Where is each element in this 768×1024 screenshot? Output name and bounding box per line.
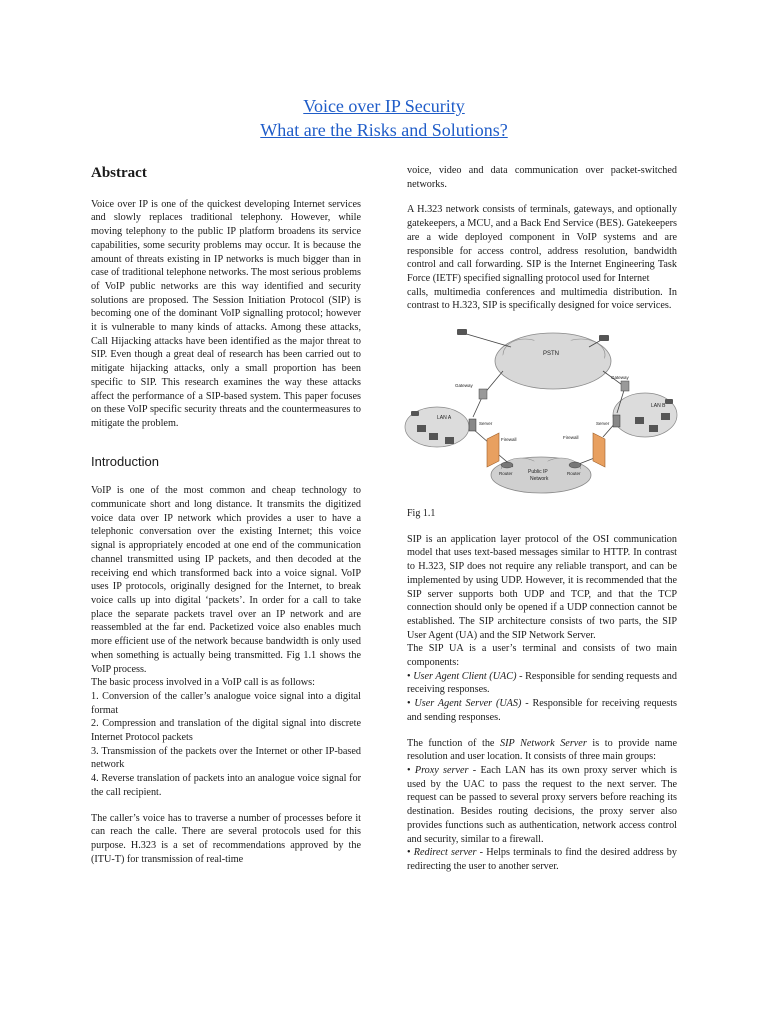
title-line-2: What are the Risks and Solutions? <box>260 120 508 140</box>
h323-paragraph-cont: calls, multimedia conferences and multimedia distribution. In contrast to H.323, SIP is specifically designed for voice services. <box>407 286 677 312</box>
abstract-text: Voice over IP is one of the quickest developing Internet services and slowly replaces traditional telephony. However, while moving telephony to the public IP platform broadens its service capabilities, some security problems may occur. It is because the amount of threats existing in IP networks is much bigger than in case of traditional telephone networks. The most serious problems of VoIP public networks are this way identified and security solutions are proposed. The Session Initiation Protocol (SIP) is becoming one of the dominant VoIP signalling protocol; however it is vulnerable to many kinds of attacks. Among these attacks, Call Hijacking attacks have been identified as the major threat to SIP. Even though a great deal of research has been carried out to mitigate hijacking attacks, only a small proportion has been specific to SIP. This research examines the way these attacks affect the performance of a SIP-based system. This paper focuses on these VoIP specific security threats and the countermeasures to mitigate the problem. <box>91 198 361 429</box>
redirect-server-item: • Redirect server - Helps terminals to find the desired address by redirecting the user to another server. <box>407 847 677 872</box>
network-server-term: SIP Network Server <box>500 737 587 749</box>
ua-paragraph: The SIP UA is a user’s terminal and consists of two main components: <box>407 643 677 669</box>
gateway-right-icon <box>621 381 629 391</box>
router-right-label: Router <box>567 471 581 477</box>
sip-paragraph: SIP is an application layer protocol of the OSI communication model that uses text-based messages similar to HTTP. In contrast to H.323, SIP does not require any reliable transport, and can be implemented by using UDP. However, it is recommended that the SIP server supports both UDP and TCP, and that the TCP connection should only be opened if a UDP connection cannot be established. The SIP architecture consists of two parts, the SIP User Agent (UA) and the SIP Network Server. <box>407 533 677 641</box>
step-1: 1. Conversion of the caller’s analogue voice signal into a digital format <box>91 690 361 716</box>
uas-term: User Agent Server (UAS) <box>414 698 522 710</box>
network-server-paragraph <box>407 737 677 764</box>
router-left-icon <box>501 462 513 468</box>
abstract-heading: Abstract <box>91 165 147 181</box>
server-right-label: Server <box>596 421 610 427</box>
title-line-1: Voice over IP Security <box>303 96 465 116</box>
gateway-right-label: Gateway <box>611 375 629 381</box>
server-left-label: Server <box>479 421 493 427</box>
proxy-server-term: Proxy server <box>414 764 469 776</box>
public-ip-label-2: Network <box>530 476 549 483</box>
introduction-heading: Introduction <box>91 453 159 469</box>
step-3: 3. Transmission of the packets over the Internet or other IP-based network <box>91 745 361 771</box>
router-right-icon <box>569 462 581 468</box>
redirect-server-description: - Helps terminals to find the desired address by redirecting the user to another server. <box>407 847 677 872</box>
intro-paragraph-2: The caller’s voice has to traverse a number of processes before it can reach the calle. There are several protocols used for this purpose. H.323 is a set of recommendations approved by the (ITU-T) for transmission of real-time <box>91 812 361 865</box>
uas-item: • User Agent Server (UAS) - Responsible for receiving requests and sending responses. <box>407 698 677 723</box>
lan-a-label: LAN A <box>437 415 452 422</box>
document-title <box>0 94 768 142</box>
pstn-label: PSTN <box>543 351 560 358</box>
left-column <box>91 164 361 878</box>
uac-description: - Responsible for sending requests and receiving responses. <box>407 670 677 696</box>
proxy-server-description: - Each LAN has its own proxy server which is used by the UAC to pass the request to the next server. The request can be passed to several proxy servers before reaching its destination. Besides routing decisions, the proxy server also provides functions such as authentication, network access control and security, similar to a firewall. <box>407 764 677 845</box>
uac-term: User Agent Client (UAC) <box>413 670 517 682</box>
gateway-left-label: Gateway <box>455 383 473 389</box>
firewall-right-label: Firewall <box>563 435 579 441</box>
uas-description: - Responsible for receiving requests and sending responses. <box>407 698 677 723</box>
pstn-cloud <box>495 333 611 389</box>
uac-item: • User Agent Client (UAC) - Responsible for sending requests and receiving responses. <box>407 670 677 696</box>
intro-paragraph-1: VoIP is one of the most common and cheap technology to communicate short and long distance. It transmits the digitized voice data over IP network which provides a user to have a telephonic conversation over the existing Internet; this voice signal is appropriately encoded at one end of the communication channel transmitted using IP packets, and then decoded at the receiving end which transformed back into a voice signal. VoIP uses IP protocols, originally designed for the Internet, to break voice calls up into digital ‘packets’. In order for a call to take place the separate packets travel over an IP network and are reassembled at the far end. Packetized voice also enables much more efficient use of the network because bandwidth is only used when something is actually being transmitted. Fig 1.1 shows the VoIP process. <box>91 485 361 675</box>
figure-caption: Fig 1.1 <box>407 508 436 520</box>
server-right-icon <box>613 415 620 427</box>
server-left-icon <box>469 419 476 431</box>
lan-b-label: LAN B <box>651 403 666 410</box>
firewall-left-label: Firewall <box>501 437 517 443</box>
router-left-label: Router <box>499 471 513 477</box>
firewall-left-icon <box>487 433 499 467</box>
network-server-pre: The function of the <box>407 737 501 749</box>
gateway-left-icon <box>479 389 487 399</box>
firewall-right-icon <box>593 433 605 467</box>
network-server-post: is to provide name resolution and user location. It consists of three main groups: <box>407 737 677 763</box>
voip-network-diagram <box>403 325 679 497</box>
step-4: 4. Reverse translation of packets into an analogue voice signal for the call recipient. <box>91 773 361 798</box>
public-ip-label-1: Public IP <box>528 469 548 476</box>
redirect-server-term: Redirect server <box>413 847 477 859</box>
proxy-server-item: • Proxy server - Each LAN has its own proxy server which is used by the UAC to pass the request to the next server. The request can be passed to several proxy servers before reaching its destination. Besides routing decisions, the proxy server also provides functions such as authentication, network access control and security, similar to a firewall. <box>407 764 677 845</box>
network-diagram-svg <box>403 325 679 497</box>
steps-intro: The basic process involved in a VoIP call is as follows: <box>91 677 315 689</box>
h323-paragraph: A H.323 network consists of terminals, gateways, and optionally gatekeepers, a MCU, and a Back End Service (BES). Gatekeepers are a wide deployed component in VoIP systems and are responsible for access control, address resolution, bandwidth control and call forwarding. SIP is the Internet Engineering Task Force (IETF) specified signalling protocol used for Internet <box>407 204 677 284</box>
continued-paragraph: voice, video and data communication over packet-switched networks. <box>407 165 677 190</box>
step-2: 2. Compression and translation of the digital signal into discrete Internet Protocol packets <box>91 718 361 744</box>
right-column <box>407 164 677 874</box>
